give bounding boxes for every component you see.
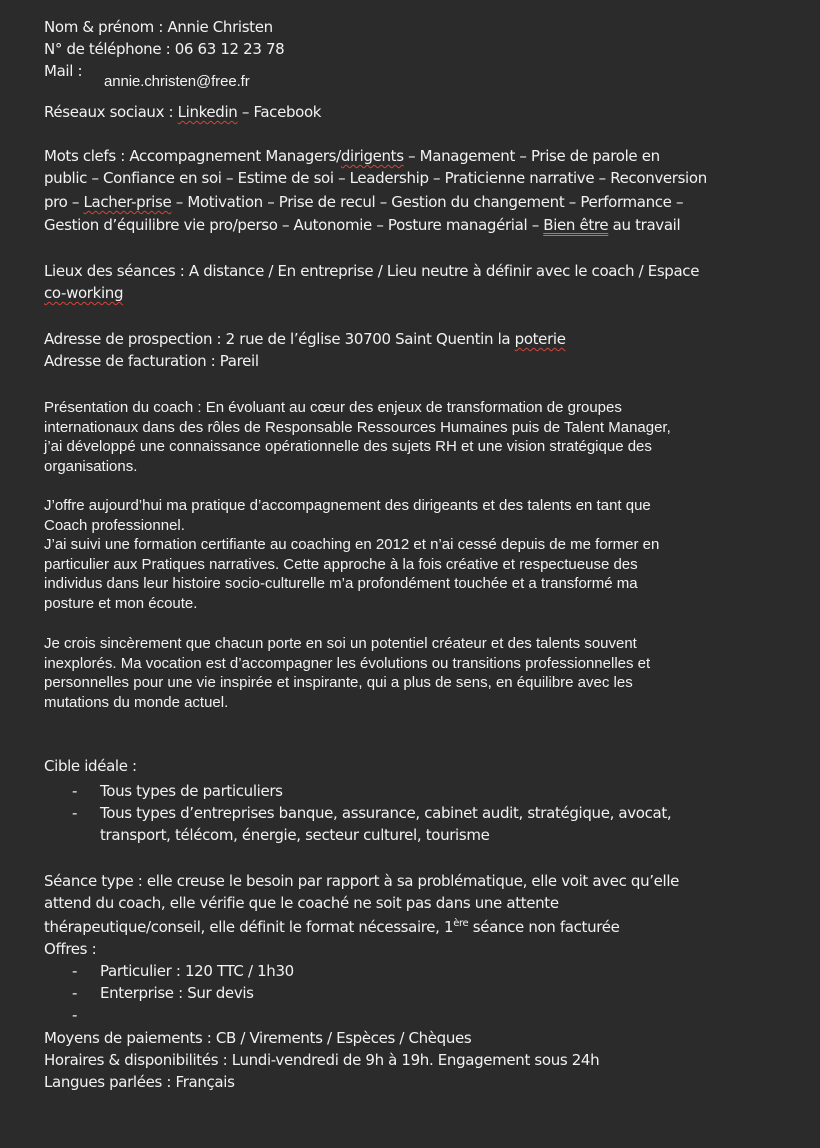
presentation-line: J’offre aujourd’hui ma pratique d’accompagnement des dirigeants et des talents en tant que xyxy=(44,497,651,514)
hours-line: Horaires & disponibilités : Lundi-vendredi de 9h à 19h. Engagement sous 24h xyxy=(44,1051,600,1069)
presentation-line: inexplorés. Ma vocation est d’accompagner les évolutions ou transitions professionnelles et xyxy=(44,654,651,672)
prospection-text: Adresse de prospection : 2 rue de l’église 30700 Saint Quentin la xyxy=(44,330,515,348)
target-label: Cible idéale : xyxy=(44,757,137,775)
prospection-address xyxy=(44,328,774,350)
session-superscript: ère xyxy=(453,918,469,929)
presentation-paragraph-3 xyxy=(44,634,774,712)
keywords-text: Mots clefs : Accompagnement Managers/ xyxy=(44,147,341,165)
list-item-text: Particulier : 120 TTC / 1h30 xyxy=(100,962,294,980)
presentation-paragraph-2 xyxy=(44,496,774,613)
list-dash: - xyxy=(72,782,78,800)
keywords-grammar: Bien être xyxy=(543,216,609,234)
list-item-text: Enterprise : Sur devis xyxy=(100,984,254,1002)
list-item-text: transport, télécom, énergie, secteur culturel, tourisme xyxy=(100,826,490,844)
locations-misspelled: co-working xyxy=(44,284,124,302)
list-dash: - xyxy=(72,984,78,1002)
social-suffix: – Facebook xyxy=(237,103,322,121)
list-dash: - xyxy=(72,962,78,980)
presentation-line: organisations. xyxy=(44,457,138,475)
offers-block xyxy=(44,938,774,1026)
presentation-line: Coach professionnel. xyxy=(44,516,185,534)
keywords-line-2: public – Confiance en soi – Estime de soi – Leadership – Praticienne narrative – Reconversion xyxy=(44,169,707,187)
name-line: Nom & prénom : Annie Christen xyxy=(44,18,273,36)
list-item xyxy=(44,960,774,982)
keywords-misspelled: dirigents xyxy=(340,147,404,165)
payment-line: Moyens de paiements : CB / Virements / Espèces / Chèques xyxy=(44,1029,472,1047)
mail-row xyxy=(44,60,774,94)
keywords-block xyxy=(44,145,774,236)
keywords-text: pro – xyxy=(44,193,84,211)
offers-list xyxy=(44,960,774,1026)
keywords-line-3 xyxy=(44,191,774,213)
presentation-line: J’ai suivi une formation certifiante au coaching en 2012 et n’ai cessé depuis de me former en xyxy=(44,536,660,553)
keywords-text: – Motivation – Prise de recul – Gestion du changement – Performance – xyxy=(171,193,684,211)
presentation-line: personnelles pour une vie inspirée et inspirante, qui a plus de sens, en équilibre avec les xyxy=(44,674,633,691)
keywords-text: – Management – Prise de parole en xyxy=(403,147,660,165)
mail-label: Mail : xyxy=(44,62,83,80)
presentation-line: Je crois sincèrement que chacun porte en soi un potentiel créateur et des talents souvent xyxy=(44,635,637,652)
presentation-paragraph-1 xyxy=(44,398,774,476)
contact-block xyxy=(44,16,774,123)
session-line-2: attend du coach, elle vérifie que le coaché ne soit pas dans une attente xyxy=(44,894,559,912)
keywords-line-4 xyxy=(44,214,774,236)
presentation-line: individus dans leur histoire socio-culturelle m’a profondément touchée et a transformé ma xyxy=(44,575,638,592)
list-item-text: Tous types de particuliers xyxy=(100,782,283,800)
list-dash: - xyxy=(72,1006,78,1024)
presentation-line: mutations du monde actuel. xyxy=(44,693,229,711)
list-item-text: Tous types d’entreprises banque, assurance, cabinet audit, stratégique, avocat, xyxy=(100,804,672,822)
list-item xyxy=(44,802,774,846)
presentation-line: posture et mon écoute. xyxy=(44,594,198,612)
list-dash: - xyxy=(72,804,78,822)
keywords-misspelled: Lacher-prise xyxy=(83,193,172,211)
locations-line-1: Lieux des séances : A distance / En entreprise / Lieu neutre à définir avec le coach / Espace xyxy=(44,262,700,280)
presentation-line: internationaux dans des rôles de Responsable Ressources Humaines puis de Talent Manager, xyxy=(44,418,671,436)
presentation-block xyxy=(44,398,774,712)
target-list xyxy=(44,780,774,846)
practical-info-block xyxy=(44,1027,774,1093)
session-block xyxy=(44,870,774,938)
social-line xyxy=(44,101,774,123)
session-text: séance non facturée xyxy=(468,918,620,936)
keywords-text: Gestion d’équilibre vie pro/perso – Autonomie – Posture managérial – xyxy=(44,216,544,234)
prospection-misspelled: poterie xyxy=(514,330,566,348)
locations-block xyxy=(44,260,774,304)
presentation-line: particulier aux Pratiques narratives. Cette approche à la fois créative et respectueuse des xyxy=(44,555,638,573)
social-prefix: Réseaux sociaux : xyxy=(44,103,178,121)
list-item xyxy=(44,780,774,802)
keywords-text: au travail xyxy=(608,216,681,234)
social-linkedin: Linkedin xyxy=(177,103,238,121)
offers-label: Offres : xyxy=(44,940,97,958)
mail-value: annie.christen@free.fr xyxy=(104,73,250,90)
phone-line: N° de téléphone : 06 63 12 23 78 xyxy=(44,40,285,58)
addresses-block xyxy=(44,328,774,372)
target-block xyxy=(44,755,774,846)
session-line-1: Séance type : elle creuse le besoin par rapport à sa problématique, elle voit avec qu’elle xyxy=(44,872,680,890)
keywords-line-1 xyxy=(44,145,774,167)
session-line-3 xyxy=(44,916,774,938)
locations-line-2 xyxy=(44,282,774,304)
list-item xyxy=(44,1004,774,1026)
presentation-line: Présentation du coach : En évoluant au cœur des enjeux de transformation de groupes xyxy=(44,399,622,416)
list-item xyxy=(44,982,774,1004)
session-text: thérapeutique/conseil, elle définit le format nécessaire, 1 xyxy=(44,918,454,936)
document-page xyxy=(44,16,774,1093)
languages-line: Langues parlées : Français xyxy=(44,1073,235,1091)
presentation-line: j’ai développé une connaissance opérationnelle des sujets RH et une vision stratégique des xyxy=(44,438,652,455)
billing-address: Adresse de facturation : Pareil xyxy=(44,352,259,370)
